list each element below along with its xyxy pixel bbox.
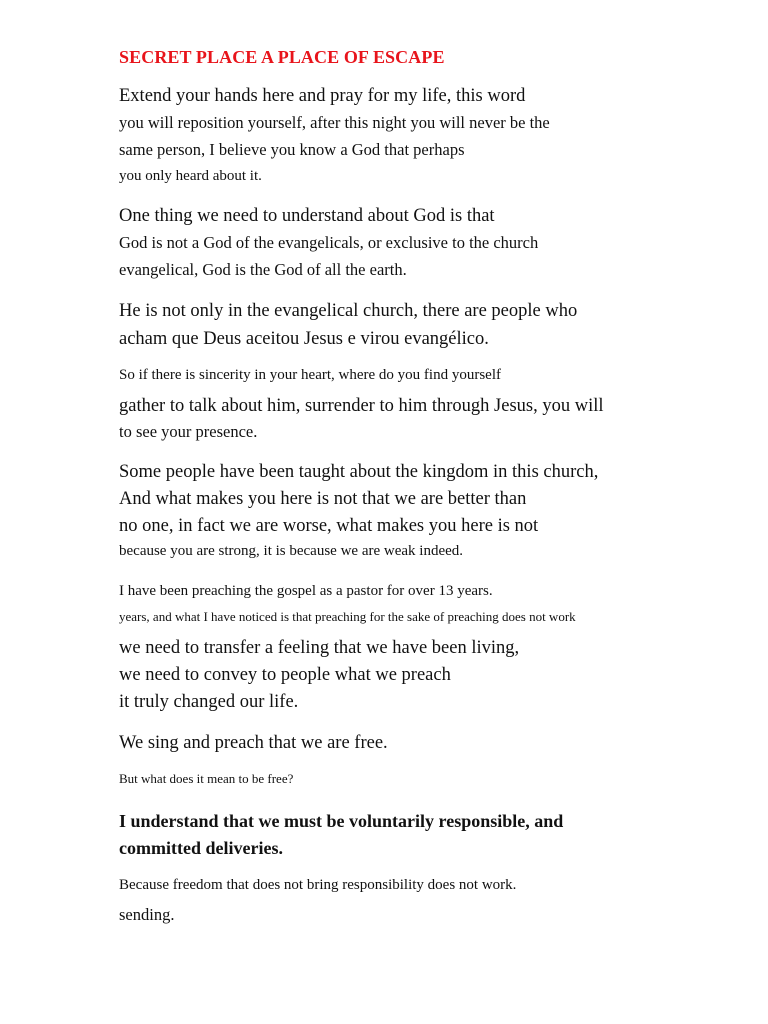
text-line: But what does it mean to be free? — [119, 771, 294, 786]
text-line: it truly changed our life. — [119, 692, 299, 712]
text-line: So if there is sincerity in your heart, where do you find yourself — [119, 367, 501, 383]
text-line: we need to convey to people what we preach — [119, 665, 451, 685]
text-line: One thing we need to understand about God is that — [119, 206, 495, 226]
text-line: because you are strong, it is because we are weak indeed. — [119, 543, 464, 559]
text-line: acham que Deus aceitou Jesus e virou evangélico. — [119, 329, 489, 349]
text-line: evangelical, God is the God of all the earth. — [119, 260, 407, 279]
text-line: same person, I believe you know a God that perhaps — [119, 140, 465, 159]
text-line: you will reposition yourself, after this night you will never be the — [119, 113, 550, 132]
text-line: God is not a God of the evangelicals, or exclusive to the church — [119, 233, 539, 252]
text-line: He is not only in the evangelical church, there are people who — [119, 301, 578, 321]
text-line: Extend your hands here and pray for my life, this word — [119, 86, 526, 106]
bold-text-line: committed deliveries. — [119, 838, 283, 858]
text-line: you only heard about it. — [119, 168, 262, 184]
document-title: SECRET PLACE A PLACE OF ESCAPE — [119, 47, 445, 67]
text-line: sending. — [119, 905, 175, 924]
text-line: gather to talk about him, surrender to him through Jesus, you will — [119, 396, 604, 416]
text-line: no one, in fact we are worse, what makes you here is not — [119, 516, 539, 536]
bold-text-line: I understand that we must be voluntarily responsible, and — [119, 811, 564, 831]
text-line: We sing and preach that we are free. — [119, 733, 388, 753]
text-line: Because freedom that does not bring responsibility does not work. — [119, 877, 517, 893]
text-line: years, and what I have noticed is that preaching for the sake of preaching does not work — [119, 609, 576, 624]
text-line: I have been preaching the gospel as a pastor for over 13 years. — [119, 583, 493, 599]
text-line: And what makes you here is not that we are better than — [119, 489, 527, 509]
text-line: Some people have been taught about the kingdom in this church, — [119, 462, 599, 482]
text-line: to see your presence. — [119, 422, 258, 441]
text-line: we need to transfer a feeling that we have been living, — [119, 638, 520, 658]
